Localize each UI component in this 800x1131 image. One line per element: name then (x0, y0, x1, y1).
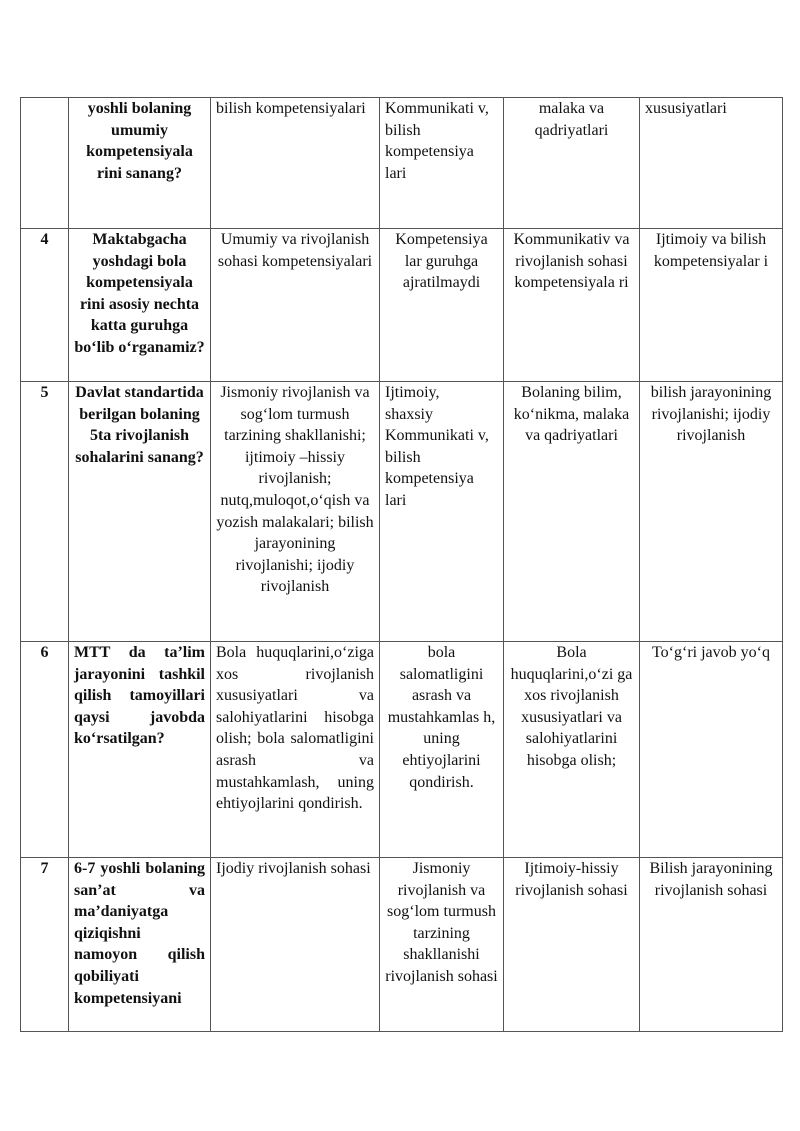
table-row (21, 642, 783, 858)
answer-b: Ijtimoiy, shaxsiy Kommunikati v, bilish kompetensiya lari (380, 382, 504, 642)
question-text: Davlat standartida berilgan bolaning 5ta rivojlanish sohalarini sanang? (69, 382, 211, 642)
answer-a: Ijodiy rivojlanish sohasi (211, 858, 380, 1032)
question-text: 6-7 yoshli bolaning san’at va ma’daniyatga qiziqishni namoyon qilish qobiliyati kompetensiyani (69, 858, 211, 1032)
answer-d: To‘g‘ri javob yo‘q (640, 642, 783, 858)
answer-c: Kommunikativ va rivojlanish sohasi kompetensiyala ri (504, 229, 640, 382)
question-number: 4 (21, 229, 69, 382)
answer-a: Bola huquqlarini,o‘ziga xos rivojlanish xususiyatlari va salohiyatlarini hisobga olish; bola salomatligini asrash va mustahkamlash, uning ehtiyojlarini qondirish. (211, 642, 380, 858)
table-row (21, 858, 783, 1032)
question-text: yoshli bolaning umumiy kompetensiyala rini sanang? (69, 98, 211, 229)
answer-b: Kompetensiya lar guruhga ajratilmaydi (380, 229, 504, 382)
answer-a: Umumiy va rivojlanish sohasi kompetensiyalari (211, 229, 380, 382)
answer-d: Bilish jarayonining rivojlanish sohasi (640, 858, 783, 1032)
answer-b: bola salomatligini asrash va mustahkamlas h, uning ehtiyojlarini qondirish. (380, 642, 504, 858)
table-row (21, 229, 783, 382)
question-number (21, 98, 69, 229)
answer-a: bilish kompetensiyalari (211, 98, 380, 229)
question-text: Maktabgacha yoshdagi bola kompetensiyala rini asosiy nechta katta guruhga bo‘lib o‘rganamiz? (69, 229, 211, 382)
answer-a: Jismoniy rivojlanish va sog‘lom turmush tarzining shakllanishi; ijtimoiy –hissiy rivojlanish; nutq,muloqot,o‘qish va yozish malakalari; bilish jarayonining rivojlanishi; ijodiy rivojlanish (211, 382, 380, 642)
answer-d: bilish jarayonining rivojlanishi; ijodiy rivojlanish (640, 382, 783, 642)
question-text: MTT da ta’lim jarayonini tashkil qilish tamoyillari qaysi javobda ko‘rsatilgan? (69, 642, 211, 858)
table-row (21, 382, 783, 642)
answer-d: Ijtimoiy va bilish kompetensiyalar i (640, 229, 783, 382)
answer-b: Kommunikati v, bilish kompetensiya lari (380, 98, 504, 229)
answer-c: Bola huquqlarini,o‘zi ga xos rivojlanish xususiyatlari va salohiyatlarini hisobga olish; (504, 642, 640, 858)
table-row (21, 98, 783, 229)
answer-d: xususiyatlari (640, 98, 783, 229)
question-number: 6 (21, 642, 69, 858)
answer-c: Ijtimoiy-hissiy rivojlanish sohasi (504, 858, 640, 1032)
answer-c: Bolaning bilim, ko‘nikma, malaka va qadriyatlari (504, 382, 640, 642)
quiz-table (20, 97, 783, 1032)
question-number: 5 (21, 382, 69, 642)
question-number: 7 (21, 858, 69, 1032)
answer-c: malaka va qadriyatlari (504, 98, 640, 229)
answer-b: Jismoniy rivojlanish va sog‘lom turmush tarzining shakllanishi rivojlanish sohasi (380, 858, 504, 1032)
